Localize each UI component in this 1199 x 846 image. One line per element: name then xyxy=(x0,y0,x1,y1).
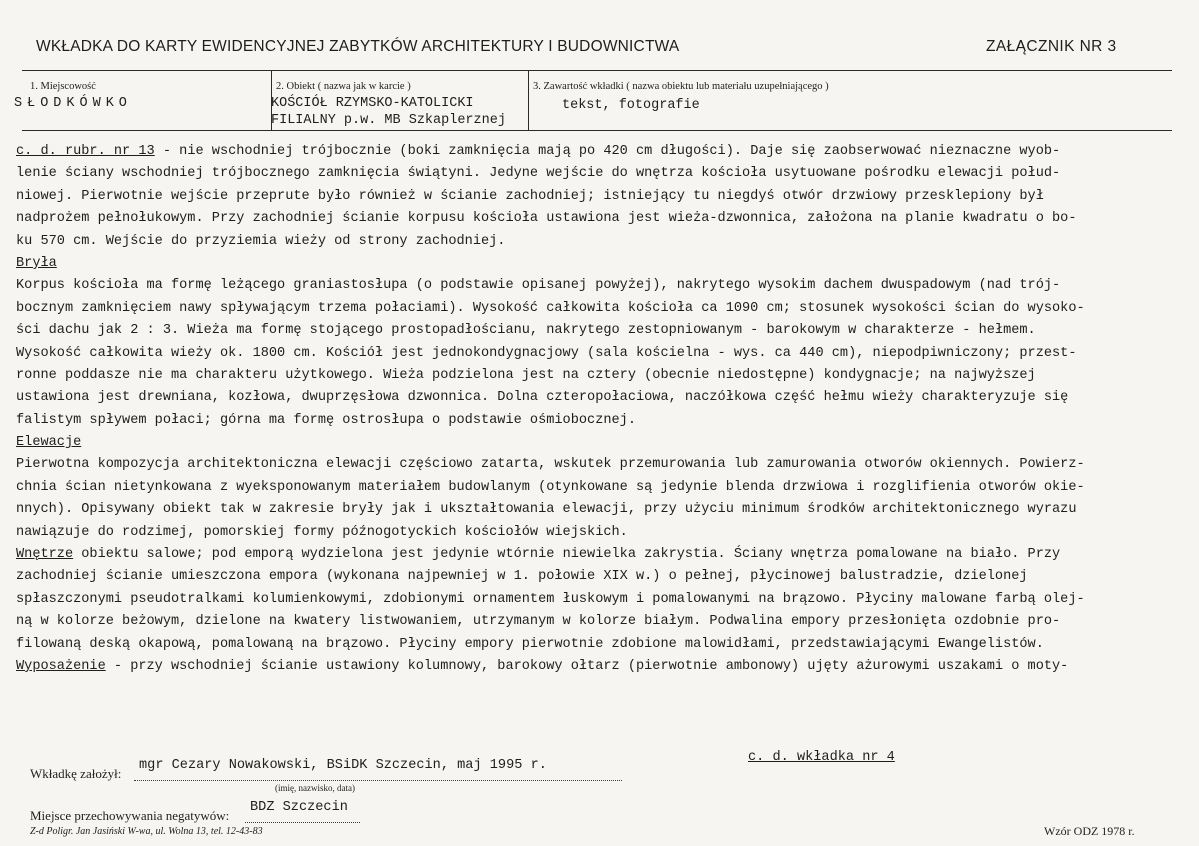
text-line xyxy=(16,387,1188,409)
text-line xyxy=(16,298,1188,320)
locality-value: SŁODKÓWKO xyxy=(14,96,132,111)
header-top-rule xyxy=(22,70,1172,71)
attachment-number: ZAŁĄCZNIK NR 3 xyxy=(986,38,1117,55)
text-segment: niowej. Pierwotnie wejście przeprute było również w ścianie zachodniej; istniejący tu niegdyś otwór drzwiowy przesklepiony był xyxy=(16,188,1044,204)
text-segment: zachodniej ścianie umieszczona empora (wykonana najpewniej w 1. połowie XIX w.) o pełnej, płycinowej balustradzie, dzielonej xyxy=(16,569,1028,585)
form-title: WKŁADKA DO KARTY EWIDENCYJNEJ ZABYTKÓW ARCHITEKTURY I BUDOWNICTWA xyxy=(36,38,680,55)
text-segment: filowaną deską okapową, pomalowaną na brązowo. Płyciny empory pierwotnie zdobione malowidłami, przedstawiającymi Ewangelistów. xyxy=(16,636,1044,652)
text-segment: nnych). Opisywany obiekt tak w zakresie bryły jak i ukształtowania elewacji, przy użyciu minimum środków architektonicznego wyrazu xyxy=(16,502,1077,518)
column-divider-2 xyxy=(528,71,529,130)
text-segment: - nie wschodniej trójbocznie (boki zamknięcia mają po 420 cm długości). Daje się zaobserwować nieznaczne wyob- xyxy=(154,144,1061,159)
text-segment: - przy wschodniej ścianie ustawiony kolumnowy, barokowy ołtarz (pierwotnie ambonowy) ujęty ażurowymi uszakami o moty- xyxy=(105,658,1069,674)
form-template-id: Wzór ODZ 1978 r. xyxy=(1044,824,1135,838)
negatives-value: BDZ Szczecin xyxy=(250,800,348,815)
text-segment: chnia ścian nietynkowana z wyeksponowanym materiałem budowlanym (otynkowane są jedynie blenda drzwiowa i rozglifienia otworów okie- xyxy=(16,479,1085,495)
author-label: Wkładkę założył: xyxy=(30,766,122,781)
negatives-label: Miejsce przechowywania negatywów: xyxy=(30,808,230,823)
text-line xyxy=(16,454,1188,476)
text-line xyxy=(16,253,1188,275)
text-segment: obiektu salowe; pod emporą wydzielona jest jedynie wtórnie niewielka zakrystia. Ściany wnętrza pomalowane na biało. Przy xyxy=(73,547,1061,563)
text-line xyxy=(16,477,1188,499)
text-line xyxy=(16,432,1188,454)
text-segment: ści dachu jak 2 : 3. Wieża ma formę stojącego prostopadłościanu, nakrytego zestopniowanym - barokowym w charakterze - hełmem. xyxy=(16,323,1036,339)
text-line xyxy=(16,208,1188,230)
text-line xyxy=(16,141,1188,163)
section-heading: Wyposażenie xyxy=(16,658,106,674)
text-line xyxy=(16,275,1188,297)
text-segment: Wysokość całkowita wieży ok. 1800 cm. Kościół jest jednokondygnacjowy (sala kościelna - wys. ca 440 cm), niepodpiwniczony; przest- xyxy=(16,345,1077,361)
text-segment: ronne poddasze nie ma charakteru użytkowego. Wieża podzielona jest na cztery (obecnie niedostępne) kondygnacje; na najwyższej xyxy=(16,367,1036,383)
text-line xyxy=(16,186,1188,208)
object-label: 2. Obiekt ( nazwa jak w karcie ) xyxy=(276,81,411,92)
text-line xyxy=(16,499,1188,521)
text-line xyxy=(16,163,1188,185)
printer-imprint: Z-d Poligr. Jan Jasiński W-wa, ul. Wolna 13, tel. 12-43-83 xyxy=(30,826,263,837)
text-segment: Pierwotna kompozycja architektoniczna elewacji częściowo zatarta, wskutek przemurowania lub zamurowania otworów okiennych. Powierz- xyxy=(16,457,1085,473)
text-line xyxy=(16,566,1188,588)
section-heading: Bryła xyxy=(16,255,57,271)
text-segment: lenie ściany wschodniej trójbocznego zamknięcia świątyni. Jedyne wejście do wnętrza kościoła usytuowane pośrodku elewacji połud- xyxy=(16,166,1061,182)
text-segment: nawiązuje do rodzimej, pomorskiej formy późnogotyckich kościołów wiejskich. xyxy=(16,524,628,540)
text-line xyxy=(16,343,1188,365)
text-line xyxy=(16,589,1188,611)
text-line xyxy=(16,544,1188,566)
section-heading: Wnętrze xyxy=(16,547,74,563)
section-heading: Elewacje xyxy=(16,435,82,451)
contents-label: 3. Zawartość wkładki ( nazwa obiektu lub materiału uzupełniającego ) xyxy=(533,81,829,92)
section-heading: c. d. rubr. nr 13 xyxy=(16,144,155,159)
object-value-line2: FILIALNY p.w. MB Szkaplerznej xyxy=(271,113,506,128)
text-line xyxy=(16,365,1188,387)
negatives-dotted-line xyxy=(245,822,360,823)
text-segment: bocznym zamknięciem nawy spływającym trzema połaciami). Wysokość całkowita kościoła ca 1090 cm; stosunek wysokości ścian do wysoko- xyxy=(16,300,1085,316)
text-segment: ną w kolorze beżowym, dzielone na kwatery listwowaniem, utrzymanym w kolorze białym. Podwalina empory przesłonięta ozdobnie pro- xyxy=(16,614,1061,630)
text-segment: nadprożem pełnołukowym. Przy zachodniej ścianie korpusu kościoła ustawiona jest wieża-dzwonnica, założona na planie kwadratu o bo- xyxy=(16,211,1077,227)
text-line xyxy=(16,231,1188,253)
author-dotted-line xyxy=(134,780,622,781)
continuation-note: c. d. wkładka nr 4 xyxy=(748,750,895,765)
text-line xyxy=(16,611,1188,633)
text-segment: ku 570 cm. Wejście do przyziemia wieży od strony zachodniej. xyxy=(16,233,506,249)
author-field-note: (imię, nazwisko, data) xyxy=(275,783,355,793)
text-line xyxy=(16,522,1188,544)
text-line xyxy=(16,320,1188,342)
text-segment: spłaszczonymi pseudotralkami kolumienkowymi, zdobionymi ornamentem łuskowym i pomalowanymi na brązowo. Płyciny malowane farbą olej- xyxy=(16,591,1085,607)
object-value-line1: KOŚCIÓŁ RZYMSKO-KATOLICKI xyxy=(271,96,474,111)
text-segment: ustawiona jest drewniana, kozłowa, dwuprzęsłowa dzwonnica. Dolna czteropołaciowa, naczółkowa część hełmu wieży charakteryzuje się xyxy=(16,390,1069,406)
typed-description xyxy=(16,141,1188,678)
text-line xyxy=(16,656,1188,678)
locality-label: 1. Miejscowość xyxy=(30,81,96,92)
text-segment: Korpus kościoła ma formę leżącego graniastosłupa (o podstawie opisanej powyżej), nakrytego wysokim dachem dwuspadowym (nad trój- xyxy=(16,278,1061,294)
text-line xyxy=(16,410,1188,432)
text-segment: falistym spływem połaci; górna ma formę ostrosłupa o podstawie ośmiobocznej. xyxy=(16,412,636,428)
author-value: mgr Cezary Nowakowski, BSiDK Szczecin, maj 1995 r. xyxy=(139,758,547,773)
text-line xyxy=(16,634,1188,656)
header-bottom-rule xyxy=(22,130,1172,131)
contents-value: tekst, fotografie xyxy=(562,98,700,113)
